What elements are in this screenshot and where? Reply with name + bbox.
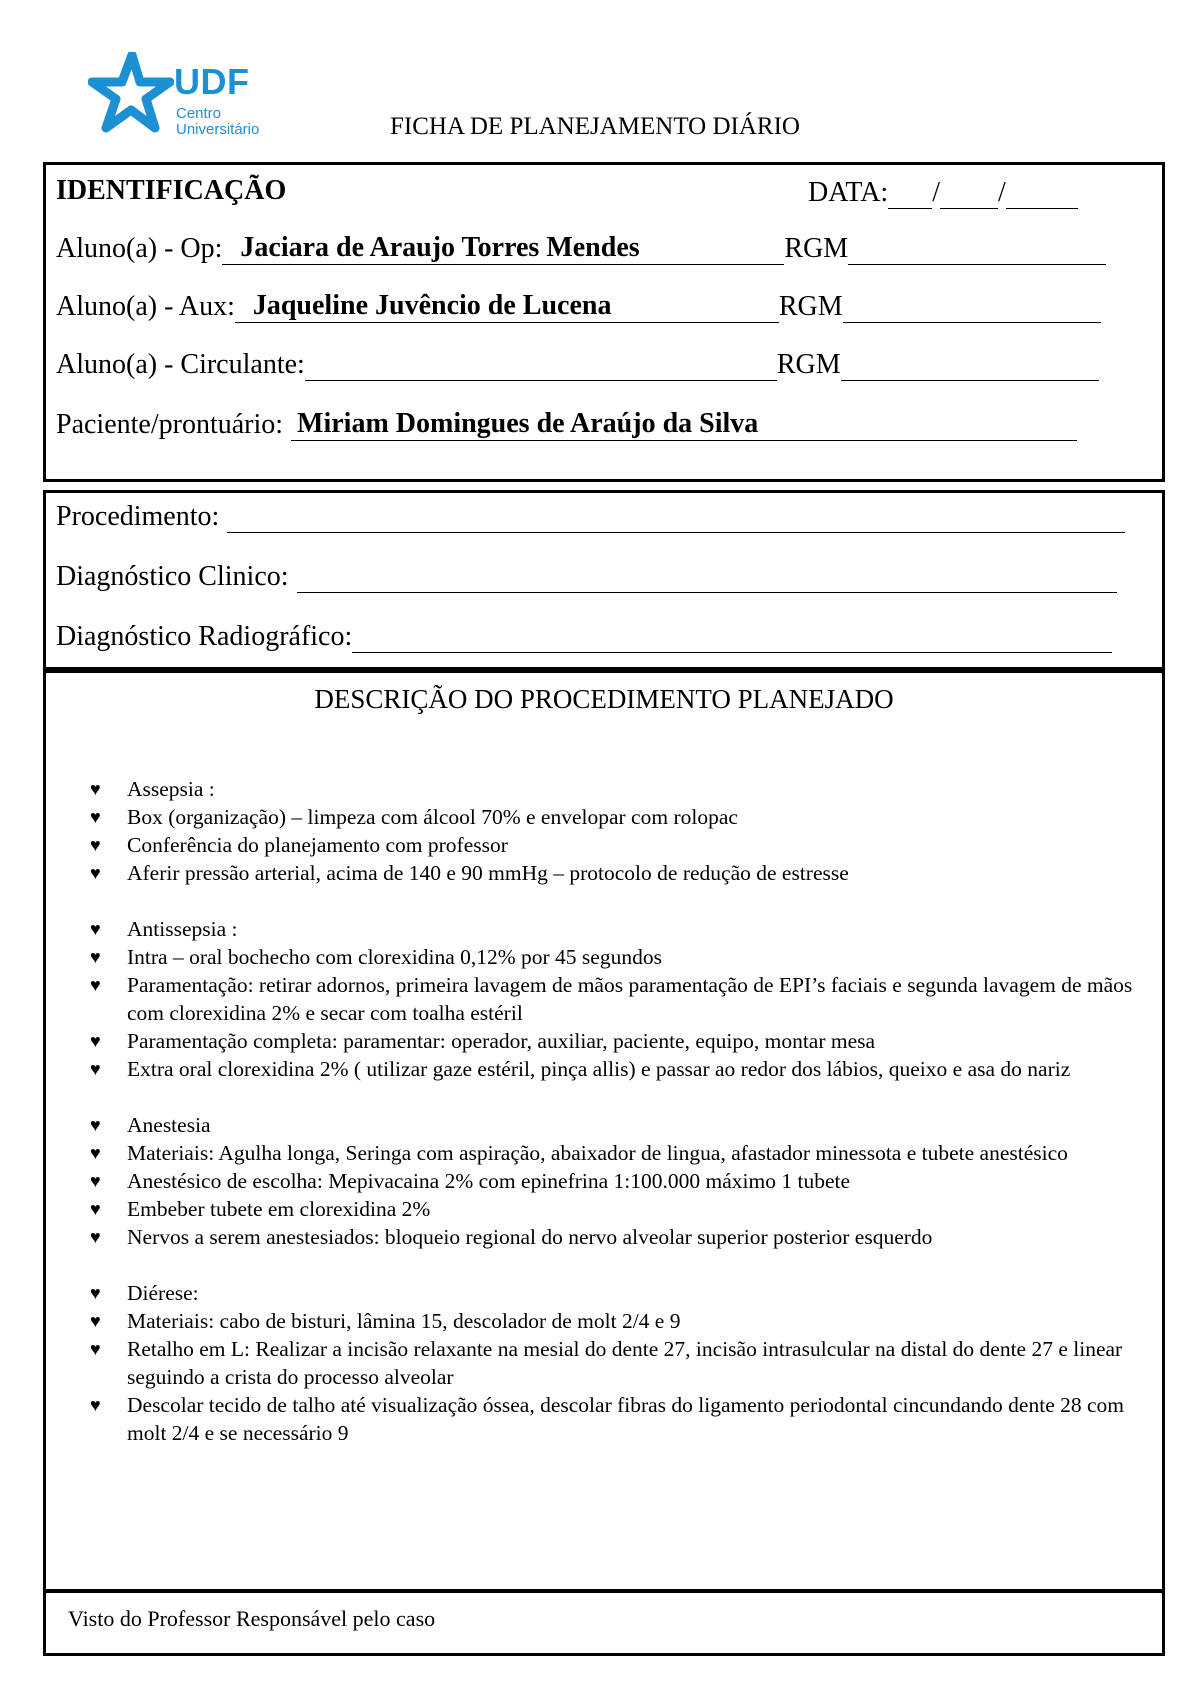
date-slash-2: / xyxy=(997,177,1006,208)
aluno-aux-rgm-label: RGM xyxy=(778,291,843,322)
heart-bullet-icon: ♥ xyxy=(90,975,101,995)
heart-bullet-icon: ♥ xyxy=(90,1283,101,1303)
list-item-text: Embeber tubete em clorexidina 2% xyxy=(127,1197,431,1221)
list-item xyxy=(90,1279,1145,1307)
heart-bullet-icon: ♥ xyxy=(90,1171,101,1191)
date-year-blank[interactable] xyxy=(1006,180,1078,209)
date-day-blank[interactable] xyxy=(888,180,932,209)
diagnostico-clinico-field[interactable] xyxy=(297,564,1117,593)
list-item xyxy=(90,803,1145,831)
list-item-text: Diérese: xyxy=(127,1281,199,1305)
list-item-text: Materiais: Agulha longa, Seringa com aspiração, abaixador de lingua, afastador minessota e tubete anestésico xyxy=(127,1141,1068,1165)
procedure-steps-list xyxy=(90,775,1145,1447)
list-item xyxy=(90,831,1145,859)
list-item-text: Nervos a serem anestesiados: bloqueio regional do nervo alveolar superior posterior esquerdo xyxy=(127,1225,933,1249)
heart-bullet-icon: ♥ xyxy=(90,1339,101,1359)
paciente-label: Paciente/prontuário: xyxy=(56,409,284,440)
aluno-circulante-label: Aluno(a) - Circulante: xyxy=(56,349,305,380)
heart-bullet-icon: ♥ xyxy=(90,1115,101,1135)
list-item-text: Paramentação completa: paramentar: operador, auxiliar, paciente, equipo, montar mesa xyxy=(127,1029,876,1053)
list-item xyxy=(90,1223,1145,1251)
list-item-text: Descolar tecido de talho até visualização óssea, descolar fibras do ligamento periodontal cincundando dente 28 com molt 2/4 e se necessário 9 xyxy=(127,1393,1124,1445)
aluno-aux-rgm-field[interactable] xyxy=(843,294,1101,323)
aluno-op-row xyxy=(56,233,1106,265)
list-item xyxy=(90,943,1145,971)
paciente-row xyxy=(56,409,1077,441)
aluno-circulante-rgm-field[interactable] xyxy=(841,352,1099,381)
list-item-text: Anestesia xyxy=(127,1113,211,1137)
list-item xyxy=(90,1055,1145,1083)
procedimento-field[interactable] xyxy=(227,504,1125,533)
list-item-text: Box (organização) – limpeza com álcool 70% e envelopar com rolopac xyxy=(127,805,738,829)
heart-bullet-icon: ♥ xyxy=(90,1227,101,1247)
diagnostico-clinico-label: Diagnóstico Clinico: xyxy=(56,561,289,592)
list-item-text: Aferir pressão arterial, acima de 140 e 90 mmHg – protocolo de redução de estresse xyxy=(127,861,849,885)
list-item-text: Paramentação: retirar adornos, primeira lavagem de mãos paramentação de EPI’s faciais e segunda lavagem de mãos com clorexidina 2% e secar com toalha estéril xyxy=(127,973,1133,1025)
udf-logo xyxy=(88,52,288,144)
procedimento-row xyxy=(56,501,1125,533)
star-logo-icon xyxy=(88,52,174,134)
date-label: DATA: xyxy=(808,177,889,208)
document-title: FICHA DE PLANEJAMENTO DIÁRIO xyxy=(390,113,800,140)
list-item xyxy=(90,971,1145,1027)
visto-label: Visto do Professor Responsável pelo caso xyxy=(68,1606,436,1631)
aluno-op-rgm-label: RGM xyxy=(784,233,849,264)
diagnostico-radiografico-field[interactable] xyxy=(352,624,1112,653)
procedure-section xyxy=(43,490,1165,670)
list-item xyxy=(90,1307,1145,1335)
date-field xyxy=(808,177,1078,209)
aluno-aux-value: Jaqueline Juvêncio de Lucena xyxy=(252,290,612,321)
diagnostico-radiografico-label: Diagnóstico Radiográfico: xyxy=(56,621,353,652)
identification-heading: IDENTIFICAÇÃO xyxy=(56,175,287,206)
signature-section xyxy=(43,1590,1165,1656)
aluno-aux-field[interactable] xyxy=(235,290,779,323)
heart-bullet-icon: ♥ xyxy=(90,835,101,855)
list-item-text: Materiais: cabo de bisturi, lâmina 15, descolador de molt 2/4 e 9 xyxy=(127,1309,681,1333)
aluno-circulante-field[interactable] xyxy=(305,352,777,381)
heart-bullet-icon: ♥ xyxy=(90,919,101,939)
list-item-text: Conferência do planejamento com professor xyxy=(127,833,508,857)
heart-bullet-icon: ♥ xyxy=(90,947,101,967)
heart-bullet-icon: ♥ xyxy=(90,1395,101,1415)
list-item xyxy=(90,1139,1145,1167)
date-month-blank[interactable] xyxy=(940,180,998,209)
aluno-op-rgm-field[interactable] xyxy=(848,236,1106,265)
list-item xyxy=(90,775,1145,803)
description-section xyxy=(43,670,1165,1592)
list-item xyxy=(90,1111,1145,1139)
list-item xyxy=(90,859,1145,887)
list-item-text: Anestésico de escolha: Mepivacaina 2% com epinefrina 1:100.000 máximo 1 tubete xyxy=(127,1169,851,1193)
aluno-aux-row xyxy=(56,291,1101,323)
diagnostico-radiografico-row xyxy=(56,621,1112,653)
aluno-op-value: Jaciara de Araujo Torres Mendes xyxy=(240,232,640,263)
list-item-text: Retalho em L: Realizar a incisão relaxante na mesial do dente 27, incisão intrasulcular na distal do dente 27 e linear seguindo a crista do processo alveolar xyxy=(127,1337,1123,1389)
list-item xyxy=(90,1391,1145,1447)
list-item xyxy=(90,1195,1145,1223)
heart-bullet-icon: ♥ xyxy=(90,1031,101,1051)
heart-bullet-icon: ♥ xyxy=(90,1199,101,1219)
list-item xyxy=(90,1027,1145,1055)
list-item-text: Extra oral clorexidina 2% ( utilizar gaze estéril, pinça allis) e passar ao redor dos lábios, queixo e asa do nariz xyxy=(127,1057,1071,1081)
heart-bullet-icon: ♥ xyxy=(90,779,101,799)
paciente-field[interactable] xyxy=(291,408,1077,441)
logo-line-1: Centro xyxy=(176,105,222,122)
heart-bullet-icon: ♥ xyxy=(90,863,101,883)
logo-line-2: Universitário xyxy=(176,121,260,138)
description-title: DESCRIÇÃO DO PROCEDIMENTO PLANEJADO xyxy=(314,684,894,714)
aluno-op-field[interactable] xyxy=(222,232,784,265)
aluno-aux-label: Aluno(a) - Aux: xyxy=(56,291,235,322)
heart-bullet-icon: ♥ xyxy=(90,1143,101,1163)
heart-bullet-icon: ♥ xyxy=(90,807,101,827)
heart-bullet-icon: ♥ xyxy=(90,1059,101,1079)
heart-bullet-icon: ♥ xyxy=(90,1311,101,1331)
list-item-text: Antissepsia : xyxy=(127,917,238,941)
aluno-circulante-rgm-label: RGM xyxy=(776,349,841,380)
identification-section xyxy=(43,162,1165,482)
date-slash-1: / xyxy=(932,177,940,208)
paciente-value: Miriam Domingues de Araújo da Silva xyxy=(297,408,759,439)
list-item xyxy=(90,1335,1145,1391)
list-item xyxy=(90,915,1145,943)
list-item-text: Assepsia : xyxy=(127,777,215,801)
aluno-op-label: Aluno(a) - Op: xyxy=(56,233,223,264)
list-item-text: Intra – oral bochecho com clorexidina 0,12% por 45 segundos xyxy=(127,945,662,969)
diagnostico-clinico-row xyxy=(56,561,1117,593)
aluno-circulante-row xyxy=(56,349,1099,381)
list-item xyxy=(90,1167,1145,1195)
logo-brand: UDF xyxy=(174,61,250,102)
procedimento-label: Procedimento: xyxy=(56,501,220,532)
